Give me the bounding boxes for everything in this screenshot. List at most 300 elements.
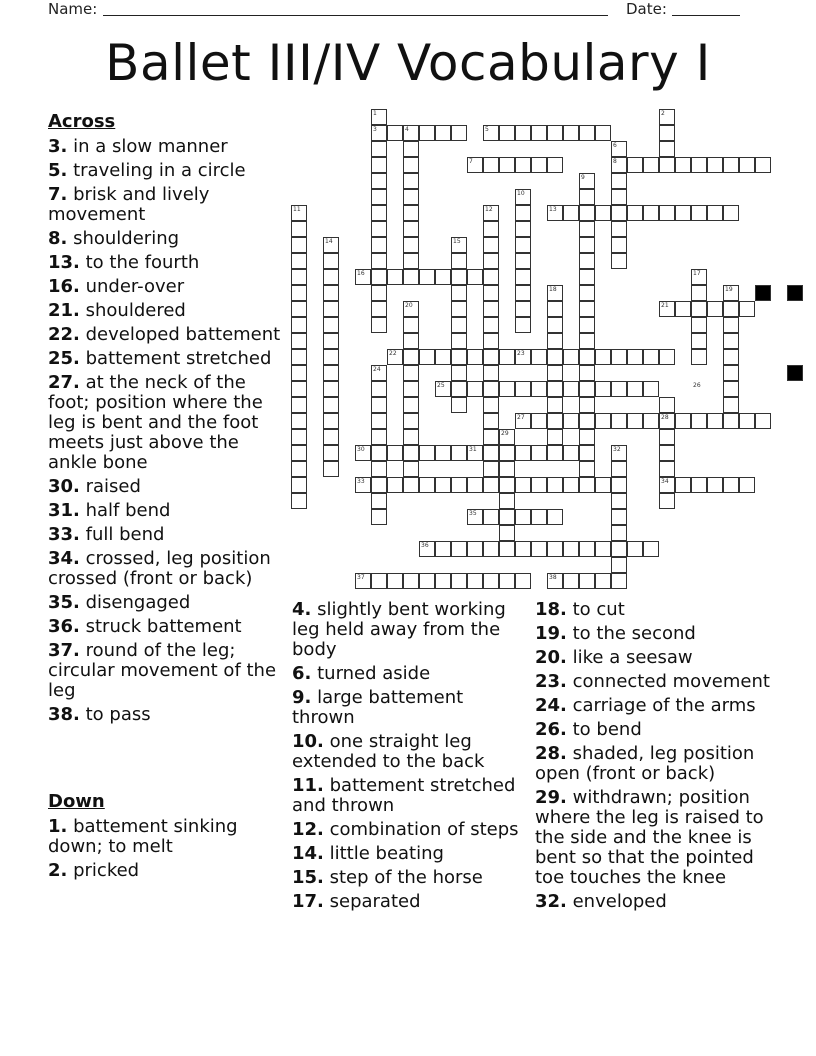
grid-cell[interactable] [483, 413, 499, 429]
grid-cell[interactable] [403, 269, 419, 285]
grid-cell[interactable] [547, 397, 563, 413]
grid-cell[interactable] [483, 349, 499, 365]
grid-cell[interactable] [419, 349, 435, 365]
grid-cell[interactable] [547, 413, 563, 429]
grid-cell[interactable] [291, 237, 307, 253]
grid-cell[interactable] [563, 573, 579, 589]
grid-cell[interactable] [371, 141, 387, 157]
grid-cell[interactable] [611, 541, 627, 557]
grid-cell[interactable] [515, 381, 531, 397]
grid-cell[interactable] [595, 573, 611, 589]
grid-cell[interactable] [691, 413, 707, 429]
grid-cell[interactable] [371, 285, 387, 301]
grid-cell[interactable] [323, 461, 339, 477]
grid-cell[interactable] [323, 333, 339, 349]
grid-cell[interactable] [499, 477, 515, 493]
grid-cell[interactable] [547, 317, 563, 333]
grid-cell[interactable] [595, 349, 611, 365]
grid-cell[interactable] [515, 205, 531, 221]
grid-cell[interactable] [291, 429, 307, 445]
grid-cell[interactable] [371, 173, 387, 189]
grid-cell[interactable] [595, 477, 611, 493]
grid-cell[interactable] [659, 157, 675, 173]
grid-cell[interactable] [611, 237, 627, 253]
grid-cell[interactable] [451, 269, 467, 285]
grid-cell[interactable] [627, 541, 643, 557]
grid-cell[interactable] [403, 333, 419, 349]
grid-cell[interactable] [595, 205, 611, 221]
grid-cell[interactable] [659, 461, 675, 477]
grid-cell[interactable] [323, 445, 339, 461]
grid-cell[interactable] [643, 413, 659, 429]
grid-cell[interactable] [403, 445, 419, 461]
grid-cell[interactable] [515, 285, 531, 301]
grid-cell[interactable] [371, 445, 387, 461]
grid-cell[interactable] [451, 365, 467, 381]
grid-cell[interactable] [579, 253, 595, 269]
grid-cell[interactable] [483, 477, 499, 493]
grid-cell[interactable] [291, 317, 307, 333]
grid-cell[interactable] [435, 477, 451, 493]
grid-cell[interactable] [515, 509, 531, 525]
grid-cell[interactable] [579, 237, 595, 253]
grid-cell[interactable] [403, 173, 419, 189]
grid-cell[interactable] [579, 285, 595, 301]
grid-cell[interactable] [611, 477, 627, 493]
grid-cell[interactable] [515, 317, 531, 333]
grid-cell[interactable] [659, 397, 675, 413]
grid-cell[interactable] [403, 349, 419, 365]
grid-cell[interactable] [723, 205, 739, 221]
grid-cell[interactable] [659, 125, 675, 141]
grid-cell[interactable] [611, 221, 627, 237]
grid-cell[interactable] [403, 237, 419, 253]
grid-cell[interactable] [323, 349, 339, 365]
grid-cell[interactable] [595, 381, 611, 397]
grid-cell[interactable] [483, 285, 499, 301]
grid-cell[interactable] [291, 221, 307, 237]
grid-cell[interactable] [547, 349, 563, 365]
grid-cell[interactable] [579, 541, 595, 557]
grid-cell[interactable] [323, 301, 339, 317]
grid-cell[interactable] [483, 509, 499, 525]
grid-cell[interactable] [323, 317, 339, 333]
grid-cell[interactable] [403, 253, 419, 269]
grid-cell[interactable] [723, 477, 739, 493]
grid-cell[interactable] [675, 477, 691, 493]
grid-cell[interactable] [611, 525, 627, 541]
grid-cell[interactable] [739, 477, 755, 493]
grid-cell[interactable] [547, 301, 563, 317]
grid-cell[interactable] [723, 381, 739, 397]
grid-cell[interactable] [371, 317, 387, 333]
grid-cell[interactable] [563, 445, 579, 461]
grid-cell[interactable] [387, 269, 403, 285]
grid-cell[interactable] [579, 445, 595, 461]
grid-cell[interactable] [531, 509, 547, 525]
grid-cell[interactable] [563, 381, 579, 397]
grid-cell[interactable] [547, 125, 563, 141]
grid-cell[interactable] [579, 189, 595, 205]
grid-cell[interactable] [499, 349, 515, 365]
grid-cell[interactable] [563, 541, 579, 557]
grid-cell[interactable] [483, 301, 499, 317]
grid-cell[interactable] [579, 365, 595, 381]
grid-cell[interactable] [483, 237, 499, 253]
grid-cell[interactable] [627, 205, 643, 221]
grid-cell[interactable] [611, 253, 627, 269]
grid-cell[interactable] [611, 349, 627, 365]
grid-cell[interactable] [531, 445, 547, 461]
grid-cell[interactable] [451, 253, 467, 269]
grid-cell[interactable] [659, 493, 675, 509]
grid-cell[interactable] [419, 125, 435, 141]
grid-cell[interactable] [515, 445, 531, 461]
grid-cell[interactable] [659, 429, 675, 445]
grid-cell[interactable] [403, 397, 419, 413]
grid-cell[interactable] [643, 157, 659, 173]
grid-cell[interactable] [467, 541, 483, 557]
grid-cell[interactable] [435, 349, 451, 365]
grid-cell[interactable] [579, 349, 595, 365]
grid-cell[interactable] [499, 525, 515, 541]
grid-cell[interactable] [691, 157, 707, 173]
grid-cell[interactable] [691, 349, 707, 365]
grid-cell[interactable] [499, 125, 515, 141]
grid-cell[interactable] [291, 413, 307, 429]
grid-cell[interactable] [451, 349, 467, 365]
grid-cell[interactable] [691, 477, 707, 493]
grid-cell[interactable] [483, 253, 499, 269]
grid-cell[interactable] [515, 477, 531, 493]
grid-cell[interactable] [627, 381, 643, 397]
grid-cell[interactable] [467, 269, 483, 285]
grid-cell[interactable] [595, 541, 611, 557]
grid-cell[interactable] [515, 541, 531, 557]
grid-cell[interactable] [547, 445, 563, 461]
grid-cell[interactable] [499, 509, 515, 525]
grid-cell[interactable] [515, 253, 531, 269]
grid-cell[interactable] [611, 189, 627, 205]
grid-cell[interactable] [611, 573, 627, 589]
grid-cell[interactable] [611, 461, 627, 477]
grid-cell[interactable] [579, 429, 595, 445]
grid-cell[interactable] [371, 381, 387, 397]
grid-cell[interactable] [291, 381, 307, 397]
grid-cell[interactable] [371, 461, 387, 477]
grid-cell[interactable] [371, 573, 387, 589]
grid-cell[interactable] [531, 125, 547, 141]
grid-cell[interactable] [419, 573, 435, 589]
grid-cell[interactable] [643, 205, 659, 221]
grid-cell[interactable] [499, 445, 515, 461]
grid-cell[interactable] [371, 429, 387, 445]
grid-cell[interactable] [451, 445, 467, 461]
grid-cell[interactable] [515, 573, 531, 589]
grid-cell[interactable] [483, 429, 499, 445]
grid-cell[interactable] [451, 301, 467, 317]
grid-cell[interactable] [547, 365, 563, 381]
grid-cell[interactable] [611, 205, 627, 221]
grid-cell[interactable] [291, 285, 307, 301]
grid-cell[interactable] [611, 557, 627, 573]
grid-cell[interactable] [547, 429, 563, 445]
grid-cell[interactable] [547, 541, 563, 557]
grid-cell[interactable] [579, 221, 595, 237]
grid-cell[interactable] [563, 413, 579, 429]
grid-cell[interactable] [579, 317, 595, 333]
grid-cell[interactable] [707, 477, 723, 493]
grid-cell[interactable] [371, 269, 387, 285]
grid-cell[interactable] [659, 445, 675, 461]
grid-cell[interactable] [451, 285, 467, 301]
grid-cell[interactable] [323, 365, 339, 381]
grid-cell[interactable] [707, 157, 723, 173]
grid-cell[interactable] [323, 397, 339, 413]
grid-cell[interactable] [755, 157, 771, 173]
name-field[interactable] [103, 15, 608, 16]
grid-cell[interactable] [723, 413, 739, 429]
grid-cell[interactable] [547, 477, 563, 493]
grid-cell[interactable] [323, 381, 339, 397]
grid-cell[interactable] [595, 413, 611, 429]
grid-cell[interactable] [419, 269, 435, 285]
grid-cell[interactable] [291, 397, 307, 413]
grid-cell[interactable] [531, 413, 547, 429]
grid-cell[interactable] [723, 301, 739, 317]
grid-cell[interactable] [643, 349, 659, 365]
grid-cell[interactable] [291, 365, 307, 381]
grid-cell[interactable] [675, 157, 691, 173]
grid-cell[interactable] [451, 125, 467, 141]
grid-cell[interactable] [435, 573, 451, 589]
grid-cell[interactable] [323, 413, 339, 429]
grid-cell[interactable] [515, 221, 531, 237]
grid-cell[interactable] [531, 381, 547, 397]
grid-cell[interactable] [579, 269, 595, 285]
grid-cell[interactable] [579, 333, 595, 349]
grid-cell[interactable] [531, 477, 547, 493]
grid-cell[interactable] [291, 477, 307, 493]
grid-cell[interactable] [483, 573, 499, 589]
grid-cell[interactable] [515, 157, 531, 173]
grid-cell[interactable] [483, 541, 499, 557]
grid-cell[interactable] [451, 381, 467, 397]
grid-cell[interactable] [691, 301, 707, 317]
grid-cell[interactable] [371, 509, 387, 525]
grid-cell[interactable] [291, 333, 307, 349]
grid-cell[interactable] [515, 301, 531, 317]
grid-cell[interactable] [691, 205, 707, 221]
grid-cell[interactable] [371, 301, 387, 317]
grid-cell[interactable] [755, 413, 771, 429]
grid-cell[interactable] [659, 205, 675, 221]
grid-cell[interactable] [403, 381, 419, 397]
grid-cell[interactable] [467, 349, 483, 365]
grid-cell[interactable] [323, 269, 339, 285]
grid-cell[interactable] [739, 413, 755, 429]
grid-cell[interactable] [611, 413, 627, 429]
grid-cell[interactable] [499, 461, 515, 477]
grid-cell[interactable] [451, 333, 467, 349]
grid-cell[interactable] [499, 573, 515, 589]
grid-cell[interactable] [435, 125, 451, 141]
grid-cell[interactable] [723, 365, 739, 381]
grid-cell[interactable] [291, 301, 307, 317]
grid-cell[interactable] [499, 493, 515, 509]
grid-cell[interactable] [435, 445, 451, 461]
grid-cell[interactable] [659, 349, 675, 365]
grid-cell[interactable] [547, 333, 563, 349]
grid-cell[interactable] [643, 541, 659, 557]
grid-cell[interactable] [723, 317, 739, 333]
grid-cell[interactable] [371, 189, 387, 205]
grid-cell[interactable] [707, 413, 723, 429]
grid-cell[interactable] [371, 493, 387, 509]
grid-cell[interactable] [723, 157, 739, 173]
grid-cell[interactable] [483, 445, 499, 461]
grid-cell[interactable] [483, 269, 499, 285]
grid-cell[interactable] [675, 301, 691, 317]
grid-cell[interactable] [323, 429, 339, 445]
grid-cell[interactable] [371, 253, 387, 269]
grid-cell[interactable] [291, 445, 307, 461]
grid-cell[interactable] [483, 317, 499, 333]
grid-cell[interactable] [483, 157, 499, 173]
grid-cell[interactable] [595, 125, 611, 141]
grid-cell[interactable] [611, 509, 627, 525]
grid-cell[interactable] [707, 301, 723, 317]
grid-cell[interactable] [515, 125, 531, 141]
grid-cell[interactable] [403, 189, 419, 205]
grid-cell[interactable] [467, 573, 483, 589]
grid-cell[interactable] [371, 413, 387, 429]
grid-cell[interactable] [403, 141, 419, 157]
grid-cell[interactable] [403, 413, 419, 429]
grid-cell[interactable] [467, 381, 483, 397]
grid-cell[interactable] [371, 477, 387, 493]
grid-cell[interactable] [691, 285, 707, 301]
grid-cell[interactable] [499, 541, 515, 557]
grid-cell[interactable] [579, 381, 595, 397]
grid-cell[interactable] [723, 397, 739, 413]
grid-cell[interactable] [579, 397, 595, 413]
grid-cell[interactable] [467, 477, 483, 493]
grid-cell[interactable] [451, 397, 467, 413]
grid-cell[interactable] [387, 573, 403, 589]
grid-cell[interactable] [659, 141, 675, 157]
grid-cell[interactable] [739, 157, 755, 173]
grid-cell[interactable] [323, 285, 339, 301]
grid-cell[interactable] [403, 573, 419, 589]
grid-cell[interactable] [403, 429, 419, 445]
grid-cell[interactable] [515, 237, 531, 253]
grid-cell[interactable] [611, 173, 627, 189]
grid-cell[interactable] [579, 461, 595, 477]
grid-cell[interactable] [483, 381, 499, 397]
grid-cell[interactable] [563, 125, 579, 141]
grid-cell[interactable] [403, 317, 419, 333]
grid-cell[interactable] [403, 221, 419, 237]
grid-cell[interactable] [483, 365, 499, 381]
grid-cell[interactable] [483, 333, 499, 349]
grid-cell[interactable] [547, 157, 563, 173]
grid-cell[interactable] [323, 253, 339, 269]
grid-cell[interactable] [563, 477, 579, 493]
grid-cell[interactable] [707, 205, 723, 221]
grid-cell[interactable] [499, 381, 515, 397]
grid-cell[interactable] [483, 461, 499, 477]
grid-cell[interactable] [371, 205, 387, 221]
grid-cell[interactable] [531, 541, 547, 557]
grid-cell[interactable] [291, 269, 307, 285]
grid-cell[interactable] [675, 413, 691, 429]
grid-cell[interactable] [387, 477, 403, 493]
grid-cell[interactable] [387, 445, 403, 461]
grid-cell[interactable] [403, 477, 419, 493]
grid-cell[interactable] [611, 493, 627, 509]
grid-cell[interactable] [435, 269, 451, 285]
grid-cell[interactable] [643, 381, 659, 397]
grid-cell[interactable] [627, 157, 643, 173]
grid-cell[interactable] [579, 205, 595, 221]
grid-cell[interactable] [739, 301, 755, 317]
grid-cell[interactable] [371, 157, 387, 173]
grid-cell[interactable] [387, 125, 403, 141]
grid-cell[interactable] [627, 349, 643, 365]
grid-cell[interactable] [579, 477, 595, 493]
grid-cell[interactable] [419, 445, 435, 461]
grid-cell[interactable] [675, 205, 691, 221]
grid-cell[interactable] [403, 157, 419, 173]
grid-cell[interactable] [579, 413, 595, 429]
grid-cell[interactable] [451, 317, 467, 333]
grid-cell[interactable] [291, 253, 307, 269]
grid-cell[interactable] [579, 301, 595, 317]
grid-cell[interactable] [291, 461, 307, 477]
grid-cell[interactable] [483, 397, 499, 413]
grid-cell[interactable] [691, 317, 707, 333]
grid-cell[interactable] [451, 541, 467, 557]
grid-cell[interactable] [627, 413, 643, 429]
grid-cell[interactable] [499, 157, 515, 173]
grid-cell[interactable] [403, 365, 419, 381]
grid-cell[interactable] [723, 333, 739, 349]
grid-cell[interactable] [403, 461, 419, 477]
grid-cell[interactable] [291, 349, 307, 365]
grid-cell[interactable] [563, 349, 579, 365]
grid-cell[interactable] [371, 221, 387, 237]
grid-cell[interactable] [451, 573, 467, 589]
grid-cell[interactable] [403, 205, 419, 221]
grid-cell[interactable] [531, 349, 547, 365]
grid-cell[interactable] [483, 221, 499, 237]
grid-cell[interactable] [371, 397, 387, 413]
date-field[interactable] [672, 15, 740, 16]
grid-cell[interactable] [723, 349, 739, 365]
grid-cell[interactable] [579, 125, 595, 141]
grid-cell[interactable] [371, 237, 387, 253]
grid-cell[interactable] [291, 493, 307, 509]
grid-cell[interactable] [547, 381, 563, 397]
grid-cell[interactable] [547, 509, 563, 525]
grid-cell[interactable] [563, 205, 579, 221]
grid-cell[interactable] [531, 157, 547, 173]
grid-cell[interactable] [579, 573, 595, 589]
grid-cell[interactable] [691, 333, 707, 349]
grid-cell[interactable] [451, 477, 467, 493]
grid-cell[interactable] [435, 541, 451, 557]
